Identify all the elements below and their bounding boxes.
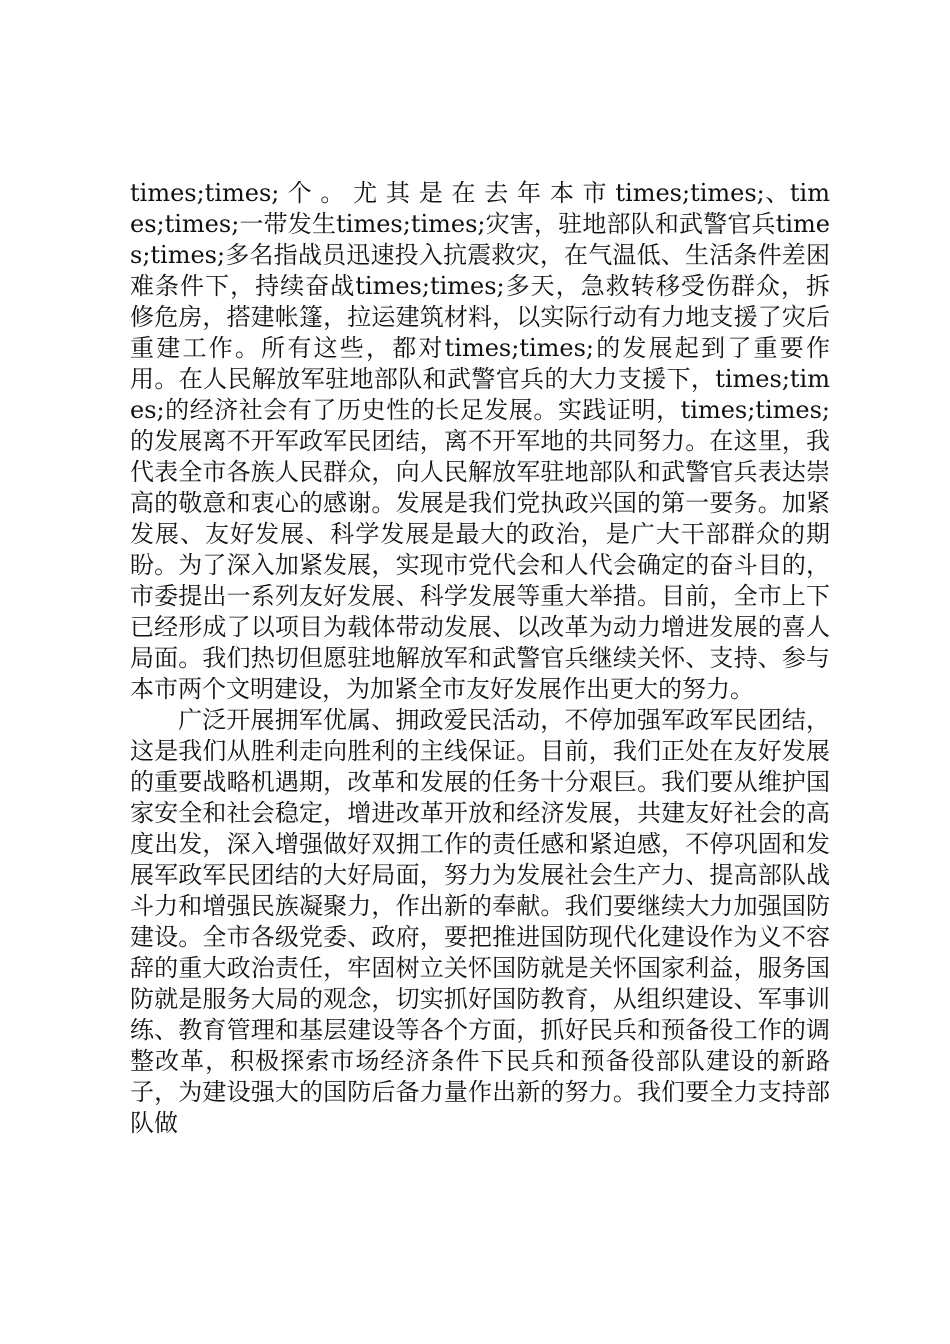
document-body: [130, 178, 830, 1139]
paragraph-1: times;times; 个 。 尤 其 是 在 去 年 本 市 times;times;、times;times;一带发生times;times;灾害，驻地部队和武警官兵times;times;多名指战员迅速投入抗震救灾，在气温低、生活条件差困难条件下，持续奋战times;times;多天，急救转移受伤群众，拆修危房，搭建帐篷，拉运建筑材料，以实际行动有力地支援了灾后重建工作。所有这些，都对times;times;的发展起到了重要作用。在人民解放军驻地部队和武警官兵的大力支援下，times;times;的经济社会有了历史性的长足发展。实践证明，times;times;的发展离不开军政军民团结，离不开军地的共同努力。在这里，我代表全市各族人民群众，向人民解放军驻地部队和武警官兵表达崇高的敬意和衷心的感谢。发展是我们党执政兴国的第一要务。加紧发展、友好发展、科学发展是最大的政治，是广大干部群众的期盼。为了深入加紧发展，实现市党代会和人代会确定的奋斗目的，市委提出一系列友好发展、科学发展等重大举措。目前，全市上下已经形成了以项目为载体带动发展、以改革为动力增进发展的喜人局面。我们热切但愿驻地解放军和武警官兵继续关怀、支持、参与本市两个文明建设，为加紧全市友好发展作出更大的努力。: [130, 179, 830, 703]
paragraph-2: 广泛开展拥军优属、拥政爱民活动，不停加强军政军民团结，这是我们从胜利走向胜利的主线保证。目前，我们正处在友好发展的重要战略机遇期，改革和发展的任务十分艰巨。我们要从维护国家安全和社会稳定，增进改革开放和经济发展，共建友好社会的高度出发，深入增强做好双拥工作的责任感和紧迫感，不停巩固和发展军政军民团结的大好局面，努力为发展社会生产力、提高部队战斗力和增强民族凝聚力，作出新的奉献。我们要继续大力加强国防建设。全市各级党委、政府，要把推进国防现代化建设作为义不容辞的重大政治责任，牢固树立关怀国防就是关怀国家利益，服务国防就是服务大局的观念，切实抓好国防教育，从组织建设、军事训练、教育管理和基层建设等各个方面，抓好民兵和预备役工作的调整改革，积极探索市场经济条件下民兵和预备役部队建设的新路子，为建设强大的国防后备力量作出新的努力。我们要全力支持部队做: [130, 706, 830, 1137]
